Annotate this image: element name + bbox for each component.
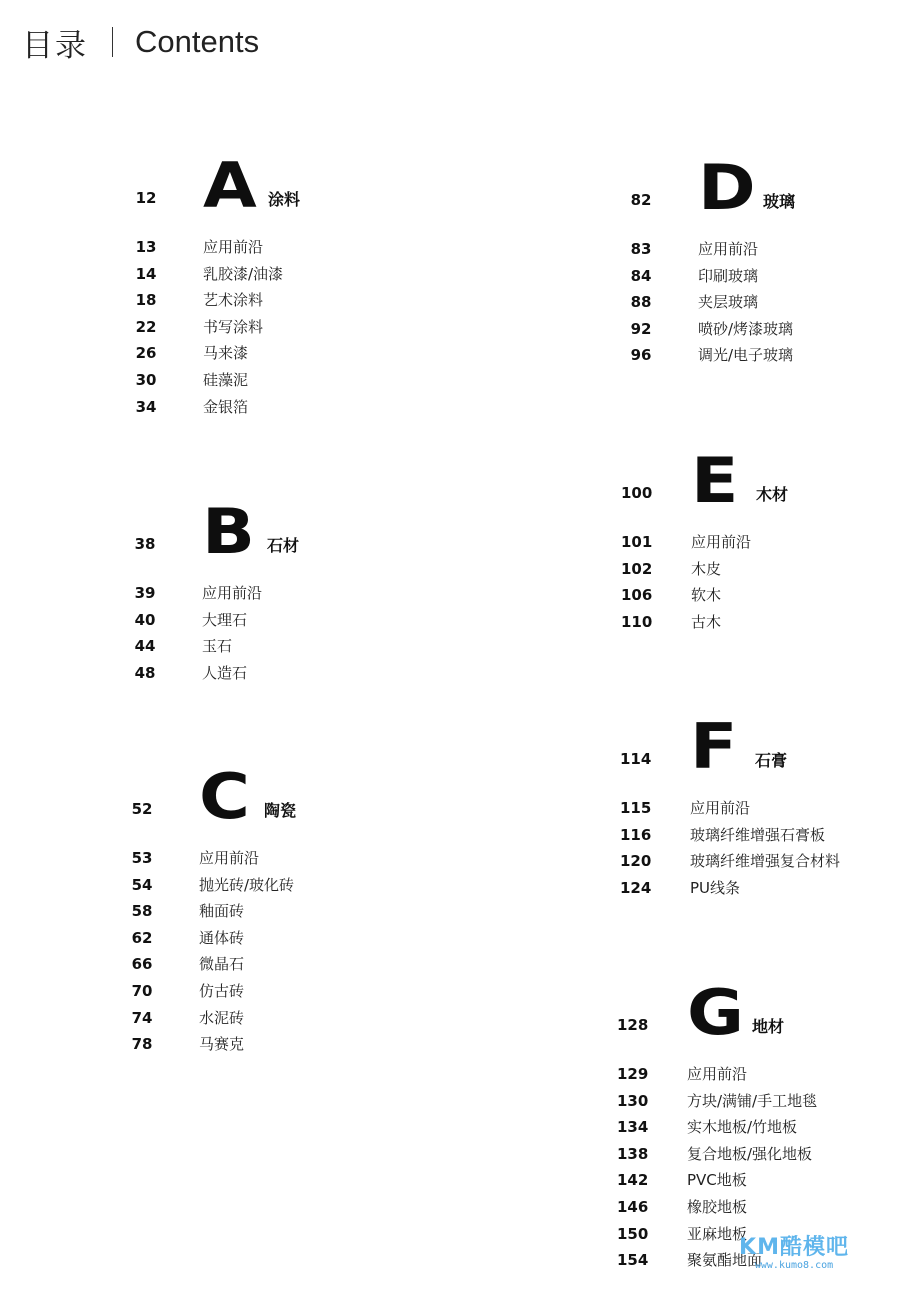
entry-page-number: 142 (617, 1171, 649, 1190)
section-letter: A (203, 149, 257, 222)
title-divider (112, 27, 113, 57)
entry-label: 艺术涂料 (203, 291, 264, 310)
toc-entry[interactable] (129, 1008, 469, 1035)
toc-section-e (621, 444, 900, 638)
entry-label: PU线条 (690, 878, 741, 897)
section-item-list (620, 798, 900, 904)
toc-entry[interactable] (621, 532, 900, 559)
entry-label: 应用前沿 (698, 240, 759, 258)
entry-page-number: 134 (617, 1118, 649, 1137)
entry-page-number: 101 (621, 533, 653, 551)
entry-label: 亚麻地板 (687, 1224, 748, 1243)
toc-entry[interactable] (129, 954, 469, 981)
watermark-brand: KM酷模吧 (739, 1235, 849, 1260)
section-title: 陶瓷 (264, 801, 297, 820)
entry-page-number: 88 (630, 293, 652, 312)
section-page-number: 114 (620, 750, 652, 768)
toc-section-g (617, 976, 900, 1277)
section-title: 木材 (756, 485, 789, 504)
entry-page-number: 116 (620, 825, 652, 844)
section-heading[interactable] (129, 760, 469, 833)
entry-page-number: 48 (134, 663, 156, 682)
watermark-logo (734, 1236, 854, 1272)
entry-page-number: 18 (135, 291, 157, 310)
toc-entry[interactable] (132, 610, 472, 637)
toc-entry[interactable] (621, 612, 900, 639)
toc-entry[interactable] (617, 1144, 900, 1171)
section-letter: G (687, 976, 744, 1049)
entry-label: 橡胶地板 (687, 1197, 748, 1216)
toc-entry[interactable] (628, 266, 900, 293)
entry-label: 印刷玻璃 (698, 266, 759, 285)
toc-entry[interactable] (617, 1091, 900, 1118)
entry-page-number: 53 (131, 849, 153, 867)
entry-label: 复合地板/强化地板 (687, 1144, 813, 1163)
entry-label: 大理石 (202, 610, 248, 629)
toc-entry[interactable] (133, 290, 473, 317)
entry-label: 调光/电子玻璃 (698, 346, 794, 365)
toc-entry[interactable] (620, 851, 900, 878)
entry-label: 木皮 (691, 559, 722, 578)
entry-page-number: 62 (131, 928, 153, 947)
entry-page-number: 40 (134, 610, 156, 629)
entry-page-number: 92 (630, 319, 652, 338)
entry-label: 人造石 (202, 663, 248, 682)
title-zh: 目录 (22, 27, 88, 64)
section-title: 地材 (752, 1017, 785, 1036)
entry-label: 应用前沿 (203, 238, 264, 256)
entry-label: 方块/满铺/手工地毯 (687, 1091, 818, 1110)
entry-label: 实木地板/竹地板 (687, 1118, 798, 1137)
toc-entry[interactable] (133, 397, 473, 424)
toc-entry[interactable] (129, 901, 469, 928)
entry-label: 聚氨酯地面 (687, 1251, 763, 1270)
entry-page-number: 138 (617, 1144, 649, 1163)
toc-entry[interactable] (133, 264, 473, 291)
toc-entry[interactable] (129, 875, 469, 902)
entry-label: 应用前沿 (202, 584, 263, 602)
entry-page-number: 58 (131, 902, 153, 921)
section-page-number: 100 (621, 484, 653, 502)
toc-section-f (620, 710, 900, 904)
toc-entry[interactable] (129, 848, 469, 875)
toc-entry[interactable] (621, 559, 900, 586)
section-title: 玻璃 (763, 192, 796, 211)
section-page-number: 12 (135, 189, 157, 207)
section-letter: B (202, 495, 255, 568)
entry-label: 应用前沿 (691, 533, 752, 551)
entry-page-number: 130 (617, 1091, 649, 1110)
entry-label: 书写涂料 (203, 317, 264, 336)
entry-page-number: 83 (630, 240, 652, 258)
toc-entry[interactable] (621, 585, 900, 612)
section-heading[interactable] (628, 151, 900, 224)
entry-page-number: 106 (621, 586, 653, 605)
entry-label: 玻璃纤维增强石膏板 (690, 825, 826, 844)
section-letter: F (690, 710, 738, 783)
entry-page-number: 84 (630, 266, 652, 285)
toc-entry[interactable] (129, 928, 469, 955)
toc-entry[interactable] (628, 345, 900, 372)
section-letter: D (698, 151, 756, 224)
entry-page-number: 154 (617, 1251, 649, 1270)
section-page-number: 52 (131, 800, 153, 818)
section-item-list (133, 237, 473, 423)
section-title: 石膏 (755, 751, 788, 770)
entry-label: 马赛克 (199, 1035, 245, 1054)
toc-entry[interactable] (617, 1064, 900, 1091)
entry-label: 古木 (691, 612, 722, 631)
section-letter: E (691, 444, 739, 517)
section-page-number: 38 (134, 535, 156, 553)
toc-entry[interactable] (628, 292, 900, 319)
section-page-number: 82 (630, 191, 652, 209)
section-item-list (628, 239, 900, 372)
entry-label: PVC地板 (687, 1171, 747, 1190)
section-title: 石材 (267, 536, 300, 555)
entry-page-number: 14 (135, 264, 157, 283)
entry-page-number: 26 (135, 344, 157, 363)
toc-entry[interactable] (617, 1197, 900, 1224)
entry-label: 夹层玻璃 (698, 293, 759, 312)
toc-entry[interactable] (133, 317, 473, 344)
entry-page-number: 74 (131, 1008, 153, 1027)
entry-label: 抛光砖/玻化砖 (199, 875, 295, 894)
entry-label: 微晶石 (199, 955, 245, 974)
entry-page-number: 120 (620, 852, 652, 871)
entry-label: 玻璃纤维增强复合材料 (690, 852, 841, 871)
entry-label: 硅藻泥 (203, 370, 249, 389)
toc-entry[interactable] (628, 239, 900, 266)
toc-entry[interactable] (129, 1034, 469, 1061)
entry-label: 应用前沿 (199, 849, 260, 867)
toc-entry[interactable] (617, 1170, 900, 1197)
entry-label: 马来漆 (203, 344, 249, 363)
section-page-number: 128 (617, 1016, 649, 1034)
section-heading[interactable] (133, 149, 473, 222)
toc-entry[interactable] (133, 237, 473, 264)
entry-label: 喷砂/烤漆玻璃 (698, 319, 794, 338)
section-heading[interactable] (621, 444, 900, 517)
entry-label: 乳胶漆/油漆 (203, 264, 284, 283)
toc-entry[interactable] (129, 981, 469, 1008)
entry-page-number: 66 (131, 955, 153, 974)
entry-page-number: 54 (131, 875, 153, 894)
entry-label: 通体砖 (199, 928, 245, 947)
toc-entry[interactable] (620, 798, 900, 825)
entry-page-number: 30 (135, 370, 157, 389)
entry-page-number: 150 (617, 1224, 649, 1243)
toc-entry[interactable] (133, 370, 473, 397)
entry-page-number: 102 (621, 559, 653, 578)
toc-entry[interactable] (628, 319, 900, 346)
section-heading[interactable] (617, 976, 900, 1049)
watermark-url: www.kumo8.com (754, 1260, 834, 1271)
entry-page-number: 70 (131, 981, 153, 1000)
page-header (22, 22, 259, 62)
entry-page-number: 110 (621, 612, 653, 631)
entry-label: 釉面砖 (199, 902, 245, 921)
toc-section-b (132, 495, 472, 689)
entry-page-number: 39 (134, 584, 156, 602)
entry-page-number: 34 (135, 397, 157, 416)
toc-entry[interactable] (133, 343, 473, 370)
section-item-list (621, 532, 900, 638)
entry-page-number: 96 (630, 346, 652, 365)
toc-section-c (129, 760, 469, 1061)
entry-label: 仿古砖 (199, 981, 245, 1000)
entry-label: 金银箔 (203, 397, 249, 416)
entry-label: 玉石 (202, 637, 233, 656)
entry-page-number: 129 (617, 1065, 649, 1083)
entry-page-number: 78 (131, 1035, 153, 1054)
section-item-list (129, 848, 469, 1061)
toc-section-a (133, 149, 473, 423)
toc-entry[interactable] (620, 878, 900, 905)
toc-entry[interactable] (617, 1117, 900, 1144)
toc-entry[interactable] (132, 583, 472, 610)
entry-page-number: 124 (620, 878, 652, 897)
section-heading[interactable] (132, 495, 472, 568)
title-en: Contents (135, 24, 260, 59)
section-letter: C (199, 760, 250, 833)
entry-page-number: 44 (134, 637, 156, 656)
toc-entry[interactable] (620, 825, 900, 852)
entry-page-number: 13 (135, 238, 157, 256)
section-heading[interactable] (620, 710, 900, 783)
entry-label: 水泥砖 (199, 1008, 245, 1027)
toc-entry[interactable] (132, 663, 472, 690)
entry-page-number: 22 (135, 317, 157, 336)
section-title: 涂料 (268, 190, 301, 209)
entry-label: 应用前沿 (690, 799, 751, 817)
toc-section-d (628, 151, 900, 372)
section-item-list (132, 583, 472, 689)
entry-label: 软木 (691, 586, 722, 605)
entry-page-number: 146 (617, 1197, 649, 1216)
toc-entry[interactable] (132, 636, 472, 663)
entry-label: 应用前沿 (687, 1065, 748, 1083)
entry-page-number: 115 (620, 799, 652, 817)
